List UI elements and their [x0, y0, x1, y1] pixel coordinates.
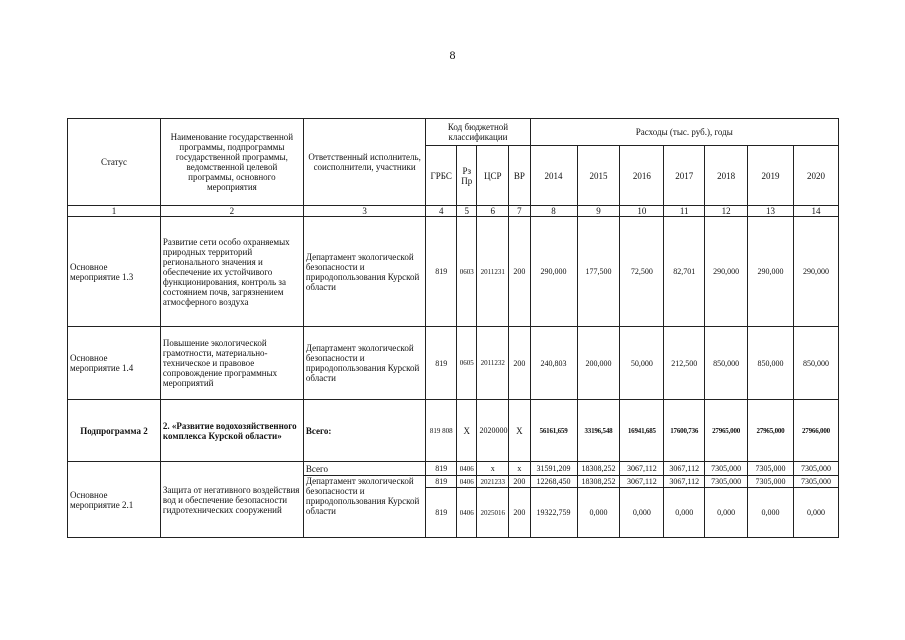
row-value: 17600,736 [664, 400, 705, 462]
header-name: Наименование государственной программы, подпрограммы государственной программы, ведомственной целевой программы, основного мероприятия [160, 119, 303, 206]
row-value: 290,000 [705, 217, 748, 327]
row-value: 0,000 [577, 488, 620, 538]
header-year: 2020 [793, 146, 838, 206]
row-value: 18308,252 [577, 462, 620, 476]
row-value: 50,000 [620, 327, 664, 400]
row-value: 18308,252 [577, 476, 620, 488]
column-number: 10 [620, 206, 664, 217]
row-rzpr: 0406 [457, 462, 477, 476]
column-number-row [68, 206, 839, 217]
row-rzpr: 0406 [457, 488, 477, 538]
row-responsible: Департамент экологической безопасности и природопользования Курской области [303, 476, 426, 538]
row-value: 3067,112 [620, 462, 664, 476]
row-value: 0,000 [793, 488, 838, 538]
row-vr: 200 [509, 217, 530, 327]
row-csr: 2020000 [477, 400, 509, 462]
row-responsible-total: Всего [303, 462, 426, 476]
header-year: 2018 [705, 146, 748, 206]
column-number: 14 [793, 206, 838, 217]
row-csr: 2021233 [477, 476, 509, 488]
row-vr: Х [509, 400, 530, 462]
row-value: 212,500 [664, 327, 705, 400]
row-grbs: 819 [426, 488, 457, 538]
row-value: 27965,000 [705, 400, 748, 462]
row-vr: 200 [509, 488, 530, 538]
row-name: 2. «Развитие водохозяйственного комплекса Курской области» [160, 400, 303, 462]
row-csr: х [477, 462, 509, 476]
row-value: 7305,000 [748, 462, 794, 476]
row-value: 72,500 [620, 217, 664, 327]
row-value: 3067,112 [664, 476, 705, 488]
row-value: 290,000 [530, 217, 577, 327]
row-value: 31591,209 [530, 462, 577, 476]
row-value: 82,701 [664, 217, 705, 327]
row-value: 290,000 [748, 217, 794, 327]
column-number: 12 [705, 206, 748, 217]
row-responsible: Департамент экологической безопасности и природопользования Курской области [303, 217, 426, 327]
column-number: 9 [577, 206, 620, 217]
row-value: 0,000 [705, 488, 748, 538]
row-csr: 2025016 [477, 488, 509, 538]
row-value: 7305,000 [705, 462, 748, 476]
column-number: 5 [457, 206, 477, 217]
row-value: 27965,000 [748, 400, 794, 462]
page-number: 8 [449, 48, 456, 62]
row-value: 3067,112 [620, 476, 664, 488]
row-rzpr: 0603 [457, 217, 477, 327]
row-rzpr: Х [457, 400, 477, 462]
row-responsible: Всего: [303, 400, 426, 462]
table-row [68, 400, 839, 462]
row-grbs: 819 [426, 327, 457, 400]
row-value: 27966,000 [793, 400, 838, 462]
row-value: 56161,659 [530, 400, 577, 462]
header-year: 2016 [620, 146, 664, 206]
row-value: 200,000 [577, 327, 620, 400]
row-csr: 2011232 [477, 327, 509, 400]
row-value: 3067,112 [664, 462, 705, 476]
row-value: 19322,759 [530, 488, 577, 538]
column-number: 13 [748, 206, 794, 217]
row-value: 850,000 [748, 327, 794, 400]
row-value: 0,000 [664, 488, 705, 538]
header-budget-code: Код бюджетной классификации [426, 119, 530, 146]
row-value: 33196,548 [577, 400, 620, 462]
row-value: 177,500 [577, 217, 620, 327]
header-vr: ВР [509, 146, 530, 206]
row-value: 0,000 [620, 488, 664, 538]
row-value: 16941,685 [620, 400, 664, 462]
header-year: 2015 [577, 146, 620, 206]
row-value: 7305,000 [793, 476, 838, 488]
header-expenses: Расходы (тыс. руб.), годы [530, 119, 838, 146]
row-grbs: 819 [426, 476, 457, 488]
column-number: 2 [160, 206, 303, 217]
row-value: 12268,450 [530, 476, 577, 488]
table-row [68, 217, 839, 327]
row-rzpr: 0406 [457, 476, 477, 488]
column-number: 8 [530, 206, 577, 217]
row-name: Развитие сети особо охраняемых природных территорий регионального значения и обеспечение их устойчивого функционирования, контроль за состоянием почв, загрязнением атмосферного воздуха [160, 217, 303, 327]
row-grbs: 819 [426, 462, 457, 476]
header-status: Статус [68, 119, 161, 206]
column-number: 7 [509, 206, 530, 217]
header-grbs: ГРБС [426, 146, 457, 206]
row-rzpr: 0605 [457, 327, 477, 400]
row-value: 850,000 [793, 327, 838, 400]
column-number: 11 [664, 206, 705, 217]
row-value: 7305,000 [705, 476, 748, 488]
row-status: Подпрограмма 2 [68, 400, 161, 462]
row-vr: 200 [509, 327, 530, 400]
budget-table [67, 118, 839, 538]
row-name: Повышение экологической грамотности, материально-техническое и правовое сопровождение программных мероприятий [160, 327, 303, 400]
header-year: 2019 [748, 146, 794, 206]
row-responsible: Департамент экологической безопасности и природопользования Курской области [303, 327, 426, 400]
row-grbs: 819 808 [426, 400, 457, 462]
row-vr: х [509, 462, 530, 476]
table-row [68, 327, 839, 400]
row-vr: 200 [509, 476, 530, 488]
row-status: Основное мероприятие 1.3 [68, 217, 161, 327]
row-value: 850,000 [705, 327, 748, 400]
header-rzpr: Рз Пр [457, 146, 477, 206]
row-value: 7305,000 [793, 462, 838, 476]
header-responsible: Ответственный исполнитель, соисполнители, участники [303, 119, 426, 206]
row-name: Защита от негативного воздействия вод и обеспечение безопасности гидротехнических сооружений [160, 462, 303, 538]
row-value: 240,803 [530, 327, 577, 400]
column-number: 1 [68, 206, 161, 217]
row-status: Основное мероприятие 1.4 [68, 327, 161, 400]
column-number: 3 [303, 206, 426, 217]
row-value: 290,000 [793, 217, 838, 327]
table-row [68, 462, 839, 476]
row-status: Основное мероприятие 2.1 [68, 462, 161, 538]
header-csr: ЦСР [477, 146, 509, 206]
row-csr: 2011231 [477, 217, 509, 327]
row-value: 7305,000 [748, 476, 794, 488]
header-year: 2017 [664, 146, 705, 206]
column-number: 6 [477, 206, 509, 217]
row-value: 0,000 [748, 488, 794, 538]
row-grbs: 819 [426, 217, 457, 327]
header-year: 2014 [530, 146, 577, 206]
column-number: 4 [426, 206, 457, 217]
